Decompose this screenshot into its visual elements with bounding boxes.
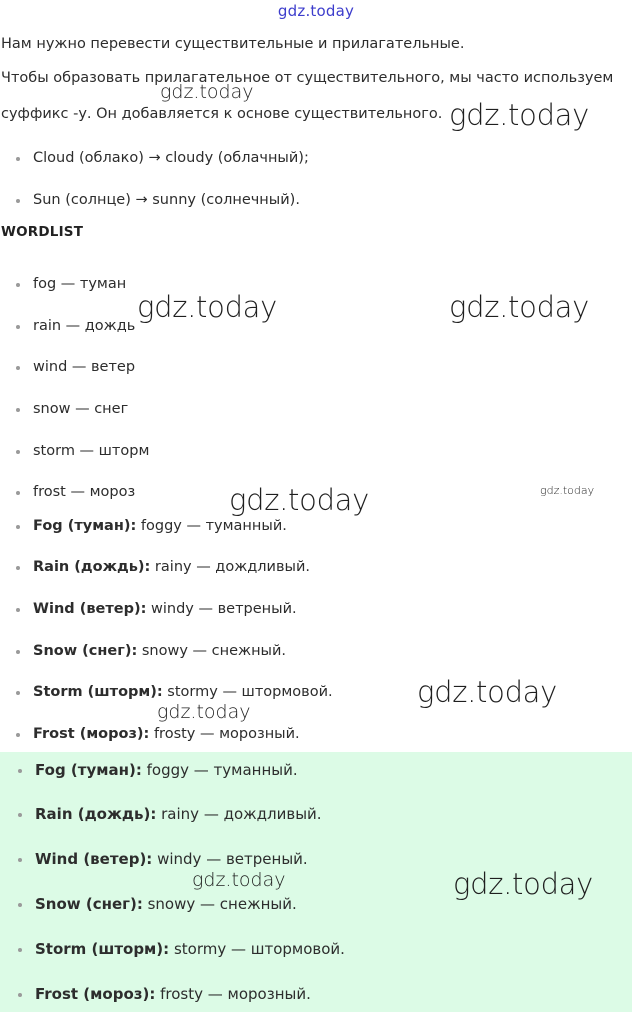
bullet-icon bbox=[18, 903, 22, 907]
answer-box: Fog (туман): foggy — туманный. Rain (дождь): rainy — дождливый. Wind (ветер): windy — ветреный. Snow (снег): snowy — снежный. Storm (шторм): stormy — штормовой. Frost (мороз): frosty — морозный. bbox=[0, 752, 632, 1012]
watermark: gdz.today bbox=[449, 290, 590, 324]
watermark: gdz.today bbox=[157, 701, 251, 723]
bullet-icon bbox=[16, 283, 20, 287]
bullet-icon bbox=[16, 608, 20, 612]
page: gdz.today Нам нужно перевести существительные и прилагательные. Чтобы образовать прилагательное от существительного, мы часто используем суффикс -у. Он добавляется к основе существительного. Cloud (облако) → cloudy (облачный); Sun (солнце) → sunny (солнечный). WORDLIST fog — туман rain — дождь wind — ветер snow — снег storm — шторм frost — мороз Fog (туман): foggy — туманный. Rain (дождь): rainy — дождливый. Wind (ветер): windy — ветреный. Snow (снег): snowy — снежный. Storm (шторм): stormy — штормовой. Frost (мороз): frosty — морозный. Fog (туман): foggy — туманный. Rain (дождь): rainy — дождливый. Wind (ветер): windy — ветреный. Snow (снег): snowy — снежный. Storm (шторм): stormy — штормовой. Frost (мороз): frosty — морозный. gdz.today gdz.today gdz.today gdz.today gdz.today gdz.today gdz.today gdz.today gdz.today gdz.today bbox=[0, 0, 632, 1012]
watermark: gdz.today bbox=[453, 867, 594, 901]
bullet-icon bbox=[16, 450, 20, 454]
watermark: gdz.today bbox=[417, 675, 558, 709]
bullet-icon bbox=[16, 733, 20, 737]
bullet-icon bbox=[16, 491, 20, 495]
bullet-icon bbox=[18, 948, 22, 952]
bullet-icon bbox=[16, 525, 20, 529]
bullet-icon bbox=[18, 813, 22, 817]
bullet-icon bbox=[16, 199, 20, 203]
bullet-icon bbox=[18, 769, 22, 773]
bullet-icon bbox=[18, 858, 22, 862]
bullet-icon bbox=[16, 650, 20, 654]
bullet-icon bbox=[16, 691, 20, 695]
bullet-icon bbox=[16, 566, 20, 570]
bullet-icon bbox=[16, 408, 20, 412]
bullet-icon bbox=[16, 366, 20, 370]
watermark: gdz.today bbox=[229, 483, 370, 517]
bullet-icon bbox=[16, 325, 20, 329]
bullet-icon bbox=[18, 993, 22, 997]
intro-paragraph-2: Чтобы образовать прилагательное от существительного, мы часто используем суффикс -у. Он добавляется к основе существительного. bbox=[1, 70, 614, 122]
watermark: gdz.today bbox=[540, 484, 595, 497]
wordlist-heading: WORDLIST bbox=[1, 224, 84, 240]
watermark: gdz.today bbox=[192, 869, 286, 891]
bullet-icon bbox=[16, 157, 20, 161]
watermark: gdz.today bbox=[137, 290, 278, 324]
watermark: gdz.today bbox=[449, 98, 590, 132]
site-logo-mark: gdz.today bbox=[277, 2, 355, 20]
watermark: gdz.today bbox=[160, 81, 254, 103]
intro-paragraph-1: Нам нужно перевести существительные и прилагательные. bbox=[1, 36, 465, 52]
